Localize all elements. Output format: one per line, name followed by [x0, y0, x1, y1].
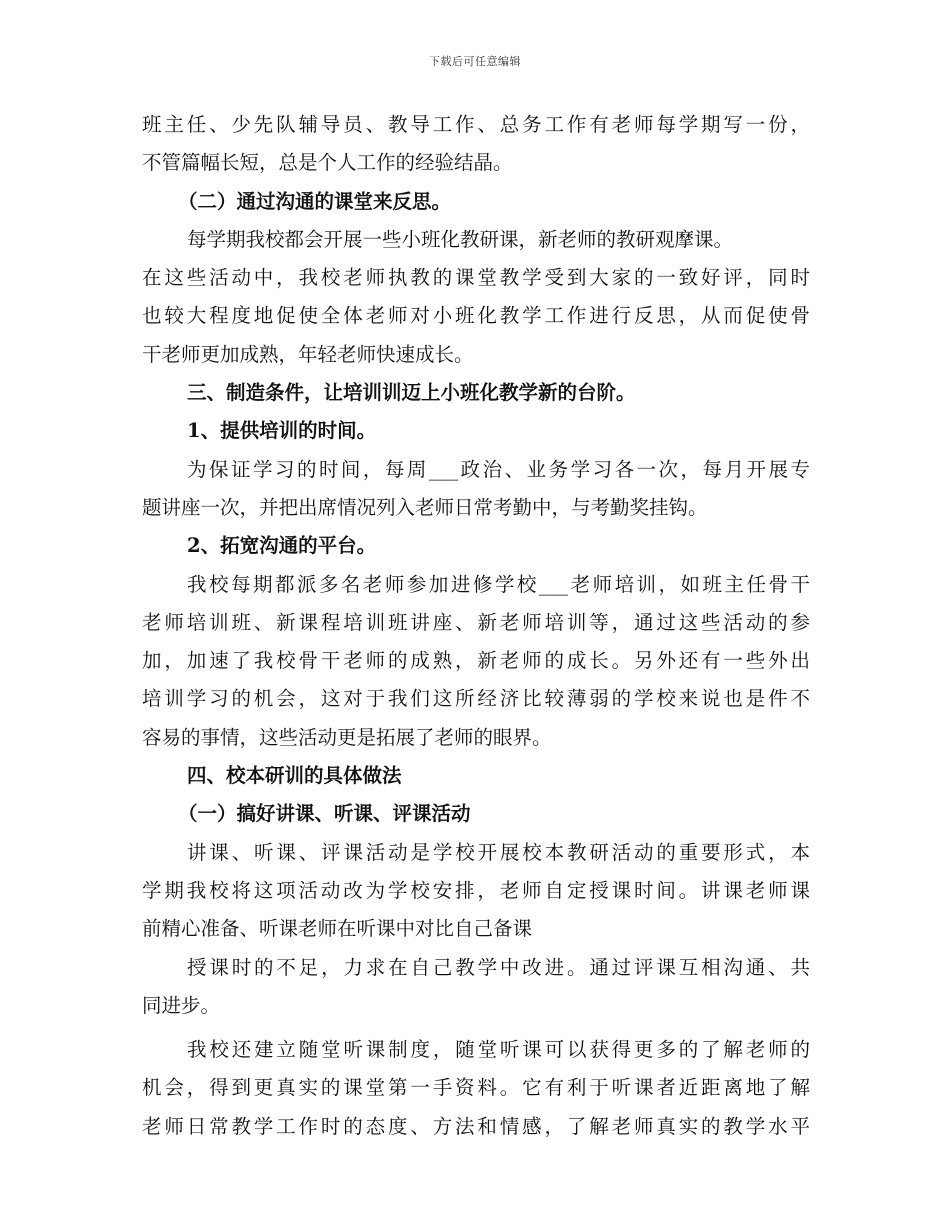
text-line: 也较大程度地促使全体老师对小班化教学工作进行反思，从而促使骨	[142, 304, 810, 328]
text-line: 我校每期都派多名老师参加进修学校___老师培训，如班主任骨干	[187, 572, 810, 596]
heading-section-3-2	[142, 527, 810, 565]
text-line: 培训学习的机会，这对于我们这所经济比较薄弱的学校来说也是件不	[142, 687, 810, 711]
heading-text: （一）搞好讲课、听课、评课活动	[178, 802, 471, 826]
paragraph-6	[142, 949, 810, 1026]
paragraph-5	[142, 834, 810, 949]
heading-text: 2、拓宽沟通的平台。	[187, 534, 377, 558]
text-line: 老师培训班、新课程培训班讲座、新老师培训等，通过这些活动的参	[142, 610, 810, 634]
paragraph-3	[142, 451, 810, 528]
paragraph-4	[142, 566, 810, 757]
text-line: 加，加速了我校骨干老师的成熟，新老师的成长。另外还有一些外出	[142, 649, 810, 673]
heading-text: 1、提供培训的时间。	[187, 419, 377, 443]
heading-text: （二）通过沟通的课堂来反思。	[178, 189, 452, 213]
text-line: 前精心准备、听课老师在听课中对比自己备课	[142, 917, 533, 941]
heading-text: 三、制造条件，让培训训迈上小班化教学新的台阶。	[187, 381, 636, 405]
heading-section-4-1	[142, 795, 810, 833]
heading-text: 四、校本研训的具体做法	[187, 764, 402, 788]
text-line: 同进步。	[142, 993, 221, 1017]
page-header-note: 下载后可任意编辑	[429, 55, 521, 68]
text-line: 授课时的不足，力求在自己教学中改进。通过评课互相沟通、共	[187, 955, 810, 979]
document-body	[142, 106, 810, 1146]
text-line: 每学期我校都会开展一些小班化教研课，新老师的教研观摩课。	[187, 227, 734, 251]
paragraph-2	[142, 221, 810, 374]
text-line: 班主任、少先队辅导员、教导工作、总务工作有老师每学期写一份，	[142, 113, 810, 136]
text-line: 在这些活动中，我校老师执教的课堂教学受到大家的一致好评，同时	[142, 266, 810, 290]
paragraph-1	[142, 106, 810, 183]
heading-section-4	[142, 757, 810, 795]
paragraph-7	[142, 1031, 810, 1146]
text-line: 不管篇幅长短，总是个人工作的经验结晶。	[142, 151, 513, 175]
heading-section-2-1	[142, 183, 810, 221]
text-line: 干老师更加成熟，年轻老师快速成长。	[142, 342, 474, 366]
heading-section-3	[142, 374, 810, 412]
heading-section-3-1	[142, 412, 810, 450]
text-line: 机会，得到更真实的课堂第一手资料。它有利于听课者近距离地了解	[142, 1076, 810, 1100]
text-line: 为保证学习的时间，每周___政治、业务学习各一次，每月开展专	[187, 457, 810, 481]
text-line: 我校还建立随堂听课制度，随堂听课可以获得更多的了解老师的	[187, 1038, 810, 1062]
text-line: 容易的事情，这些活动更是拓展了老师的眼界。	[142, 725, 552, 749]
text-line: 学期我校将这项活动改为学校安排，老师自定授课时间。讲课老师课	[142, 878, 810, 902]
text-line: 老师日常教学工作时的态度、方法和情感，了解老师真实的教学水平	[142, 1114, 810, 1138]
text-line: 题讲座一次，并把出席情况列入老师日常考勤中，与考勤奖挂钩。	[142, 495, 708, 519]
text-line: 讲课、听课、评课活动是学校开展校本教研活动的重要形式，本	[187, 840, 810, 864]
